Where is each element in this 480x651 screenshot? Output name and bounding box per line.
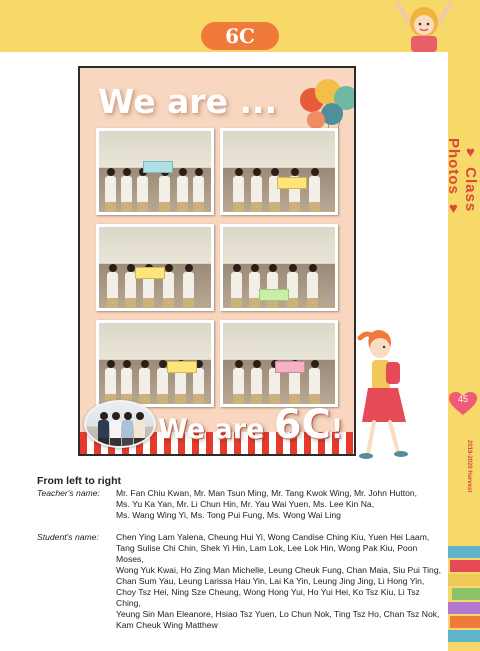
class-photo-6	[220, 320, 338, 407]
teacher-names-line: Ms. Wang Wing Yi, Ms. Tong Pui Fung, Ms. Wong Wai Ling	[116, 510, 341, 520]
poster-title-top: We are ...	[98, 82, 278, 121]
teacher-label: Teacher's name:	[37, 488, 100, 498]
class-photo-4	[220, 224, 338, 311]
class-photo-poster	[78, 66, 356, 456]
student-names-line: Tang Sulise Chi Chin, Shek Yi Hin, Lam Lok, Lee Lok Hin, Wong Pak Kiu, Poon Moses,	[116, 543, 418, 564]
greeting-sign	[275, 361, 305, 373]
book-stack-illustration	[446, 542, 480, 651]
teacher-names-row	[37, 488, 445, 521]
greeting-sign	[143, 161, 173, 173]
poster-title-bottom-suffix: !	[330, 414, 344, 445]
student-names-row	[37, 532, 445, 631]
class-photo-1	[96, 128, 214, 215]
class-photo-2	[220, 128, 338, 215]
yearbook-label: 2019-2020 Harvest	[466, 439, 472, 493]
walking-girl-illustration	[354, 326, 418, 460]
teachers-group-photo	[84, 400, 156, 448]
class-photo-3	[96, 224, 214, 311]
student-names	[116, 532, 445, 631]
teacher-names-line: Ms. Yu Ka Yan, Mr. Li Chun Hin, Mr. Yau Wai Yuen, Ms. Lee Kin Na,	[116, 499, 375, 509]
page-number: 45	[457, 394, 468, 404]
student-names-line: Kam Cheuk Wing Matthew	[116, 620, 218, 630]
side-title	[445, 118, 479, 238]
student-names-line: Yeung Sin Man Eleanore, Hsiao Tsz Yuen, Lo Chun Nok, Ting Tsz Ho, Chan Tsz Nok,	[116, 609, 440, 619]
student-names-line: Chen Ying Lam Yalena, Cheung Hui Yi, Wong Candise Ching Kiu, Yuen Hei Laam,	[116, 532, 430, 542]
greeting-sign	[259, 289, 289, 301]
heart-icon: ♥	[445, 194, 462, 218]
photo-caption	[37, 476, 445, 631]
poster-title-bottom-class: 6C	[273, 402, 331, 448]
greeting-sign	[277, 177, 307, 189]
caption-heading: From left to right	[37, 475, 121, 487]
heart-icon: ♥	[462, 143, 479, 168]
student-label: Student's name:	[37, 532, 99, 542]
poster-title-bottom-prefix: We are	[158, 414, 274, 445]
teacher-names	[116, 488, 445, 521]
student-names-line: Chan Sum Yau, Leung Larissa Hau Yin, Lai Ka Yin, Leung Jing Jing, Li Hong Yin,	[116, 576, 425, 586]
student-names-line: Choy Tsz Hei, Ning Sze Cheung, Wong Hong Yui, Ho Yui Hei, Ko Tsz Kiu, Li Tsz Ching,	[116, 587, 420, 608]
student-names-line: Wong Yuk Kwai, Ho Zing Man Michelle, Leung Cheuk Fung, Chan Maia, Siu Pui Ting,	[116, 565, 441, 575]
class-badge: 6C	[201, 22, 279, 50]
teacher-names-line: Mr. Fan Chiu Kwan, Mr. Man Tsun Ming, Mr. Tang Kwok Wing, Mr. John Hutton,	[116, 488, 418, 498]
greeting-sign	[135, 267, 165, 279]
cheering-kid-illustration	[384, 0, 464, 52]
side-title-text: Class Photos	[445, 137, 479, 213]
greeting-sign	[167, 361, 197, 373]
poster-title-bottom	[158, 402, 343, 448]
class-photo-5	[96, 320, 214, 407]
